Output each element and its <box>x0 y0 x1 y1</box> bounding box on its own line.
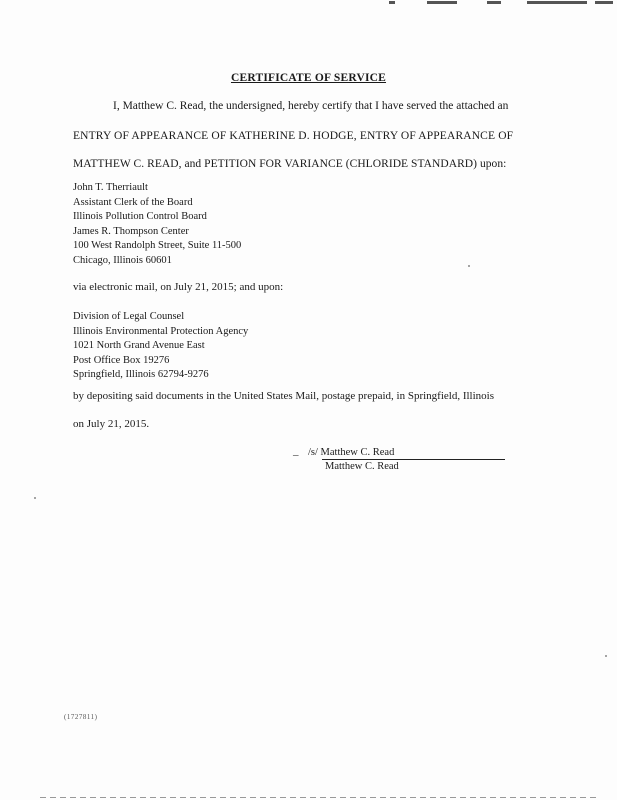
recipient-2-line: Springfield, Illinois 62794-9276 <box>73 369 209 380</box>
signer-printed-name: Matthew C. Read <box>325 461 399 472</box>
service-date-line: on July 21, 2015. <box>73 418 150 430</box>
recipient-1-line: Assistant Clerk of the Board <box>73 196 193 208</box>
recipient-2-line: 1021 North Grand Avenue East <box>73 340 205 351</box>
document-footer-code: (1727811) <box>64 713 98 721</box>
scan-speck <box>34 497 36 499</box>
recipient-1-line: Illinois Pollution Control Board <box>73 211 207 222</box>
scan-speck <box>468 265 470 267</box>
body-line-1: I, Matthew C. Read, the undersigned, hereby certify that I have served the attached an <box>113 100 509 112</box>
body-line-2: ENTRY OF APPEARANCE OF KATHERINE D. HODGE, ENTRY OF APPEARANCE OF <box>73 130 514 142</box>
scan-artifact <box>377 0 617 8</box>
recipient-address-2 <box>73 310 248 383</box>
recipient-1-line: John T. Therriault <box>73 182 148 193</box>
recipient-2-line: Post Office Box 19276 <box>73 354 170 366</box>
service-method-1: via electronic mail, on July 21, 2015; and upon: <box>73 281 284 293</box>
recipient-1-line: 100 West Randolph Street, Suite 11-500 <box>73 240 242 251</box>
recipient-1-line: James R. Thompson Center <box>73 225 189 237</box>
body-line-3: MATTHEW C. READ, and PETITION FOR VARIANCE (CHLORIDE STANDARD) upon: <box>73 158 507 170</box>
scan-speck <box>605 655 607 657</box>
recipient-2-line: Illinois Environmental Protection Agency <box>73 325 249 337</box>
scan-edge <box>40 797 600 798</box>
recipient-address-1 <box>73 181 241 268</box>
electronic-signature: /s/ Matthew C. Read <box>308 447 395 458</box>
signature-dash: _ <box>293 445 299 457</box>
recipient-1-line: Chicago, Illinois 60601 <box>73 254 172 266</box>
signature-line <box>322 459 505 460</box>
recipient-2-line: Division of Legal Counsel <box>73 311 185 322</box>
certificate-heading: CERTIFICATE OF SERVICE <box>230 72 387 84</box>
service-method-2: by depositing said documents in the United States Mail, postage prepaid, in Springfield, Illinois <box>73 390 494 402</box>
